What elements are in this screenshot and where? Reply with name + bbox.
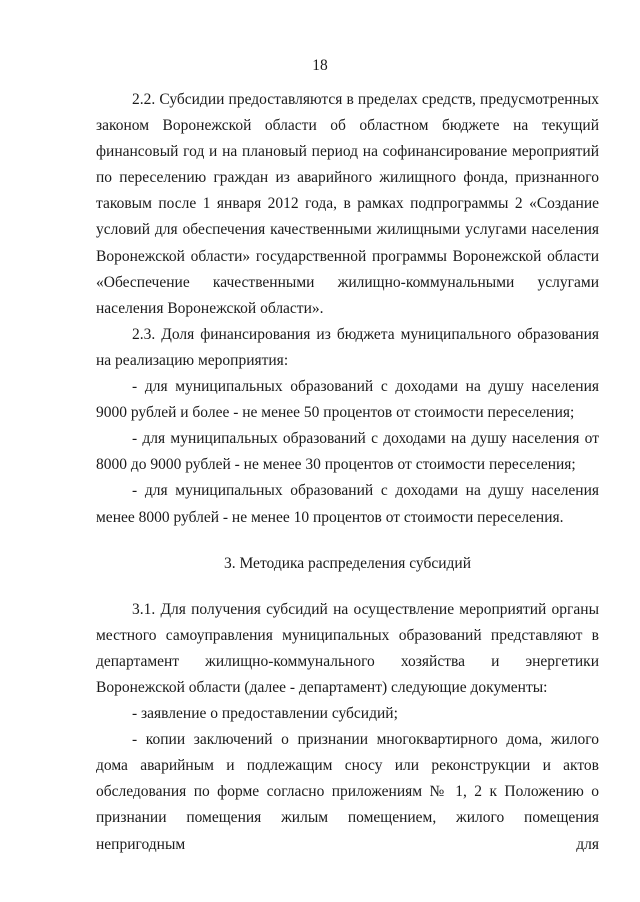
spacer <box>96 531 599 551</box>
list-item-share-9000: - для муниципальных образований с доходами на душу населения 9000 рублей и более - не менее 50 процентов от стоимости переселения; <box>96 378 599 422</box>
spacer <box>96 577 599 597</box>
document-body <box>96 87 599 858</box>
list-item-application: - заявление о предоставлении субсидий; <box>132 705 398 723</box>
paragraph-2-3: 2.3. Доля финансирования из бюджета муниципального образования на реализацию мероприятия: <box>96 325 599 369</box>
paragraph-3-1: 3.1. Для получения субсидий на осуществление мероприятий органы местного самоуправления муниципальных образований представляют в департамент жилищно-коммунального хозяйства и энергетики Воронежской области (далее - департамент) следующие документы: <box>96 600 599 696</box>
list-item-share-8000-9000: - для муниципальных образований с доходами на душу населения от 8000 до 9000 рублей - не менее 30 процентов от стоимости переселения; <box>96 430 599 474</box>
section-heading: 3. Методика распределения субсидий <box>223 554 472 572</box>
list-item-share-below-8000: - для муниципальных образований с доходами на душу населения менее 8000 рублей - не менее 10 процентов от стоимости переселения. <box>96 482 599 526</box>
paragraph-2-2: 2.2. Субсидии предоставляются в пределах средств, предусмотренных законом Воронежской области об областном бюджете на текущий финансовый год и на плановый период на софинансирование мероприятий по переселению граждан из аварийного жилищного фонда, признанного таковым после 1 января 2012 года, в рамках подпрограммы 2 «Создание условий для обеспечения качественными жилищными услугами населения Воронежской области» государственной программы Воронежской области «Обеспечение качественными жилищно-коммунальными услугами населения Воронежской области». <box>96 91 599 317</box>
page-number: 18 <box>312 57 328 74</box>
list-item-conclusions-copies: - копии заключений о признании многоквартирного дома, жилого дома аварийным и подлежащим сносу или реконструкции и актов обследования по форме согласно приложениям № 1, 2 к Положению о признании помещения жилым помещением, жилого помещения непригодным для <box>96 731 599 853</box>
